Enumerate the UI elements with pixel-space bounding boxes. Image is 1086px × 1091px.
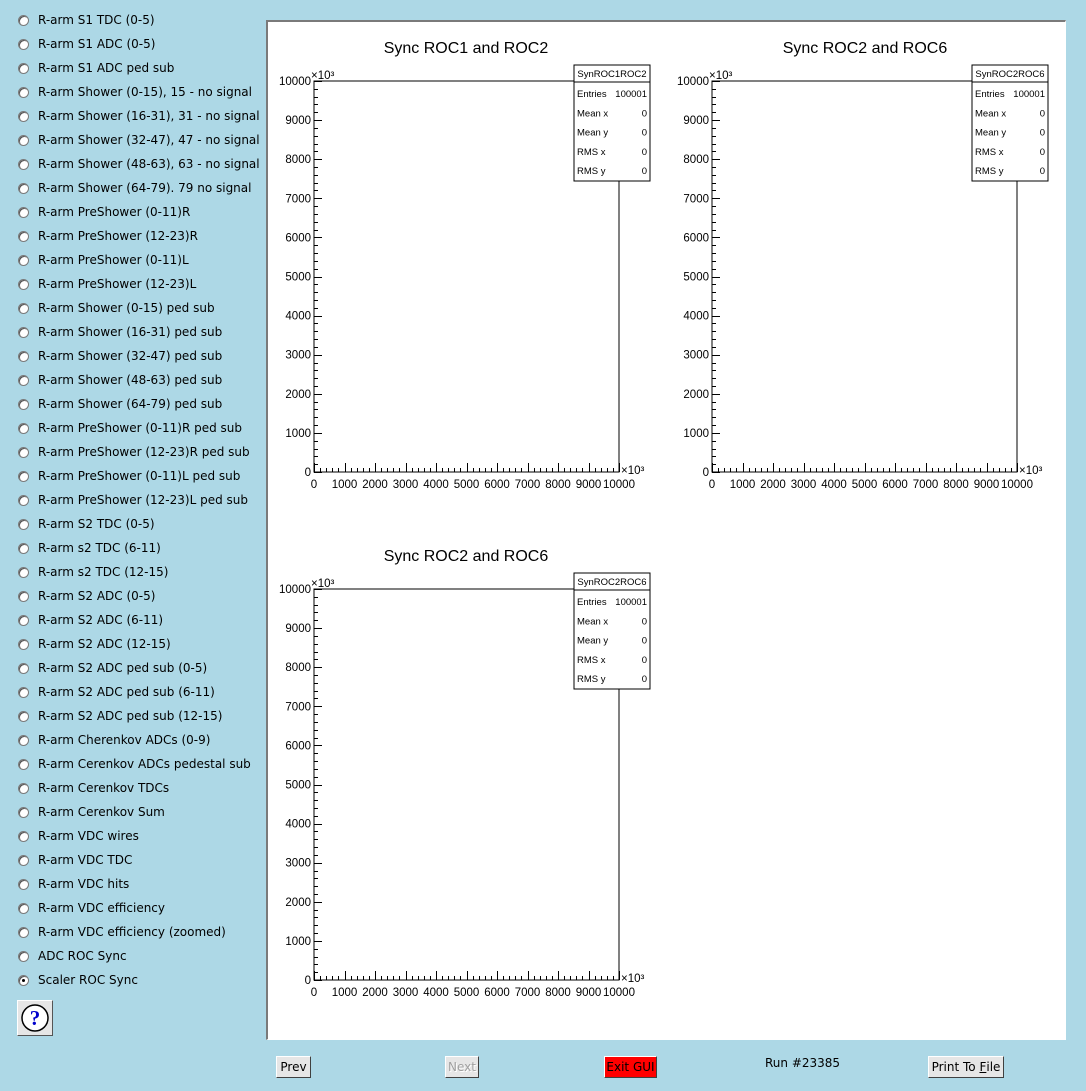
radio-button[interactable] xyxy=(18,327,29,338)
y-tick-label: 5000 xyxy=(285,779,311,792)
radio-label: R-arm S2 ADC ped sub (6-11) xyxy=(38,685,215,699)
radio-item[interactable] xyxy=(18,923,226,941)
radio-button[interactable] xyxy=(18,351,29,362)
x-tick-label: 4000 xyxy=(821,479,847,491)
radio-item[interactable] xyxy=(18,347,222,365)
radio-label: R-arm s2 TDC (12-15) xyxy=(38,565,169,579)
radio-label: R-arm Shower (16-31), 31 - no signal xyxy=(38,109,260,123)
radio-item[interactable] xyxy=(18,275,196,293)
y-tick-label: 4000 xyxy=(285,818,311,831)
plot-canvas-svg xyxy=(268,22,1066,1040)
radio-button[interactable] xyxy=(18,15,29,26)
radio-button[interactable] xyxy=(18,543,29,554)
radio-item[interactable] xyxy=(18,83,252,101)
radio-button[interactable] xyxy=(18,927,29,938)
radio-item[interactable] xyxy=(18,515,155,533)
radio-item[interactable] xyxy=(18,35,155,53)
stats-value: 0 xyxy=(641,674,647,686)
radio-item[interactable] xyxy=(18,755,251,773)
x-tick-label: 0 xyxy=(310,987,318,999)
exit-gui-button[interactable]: Exit GUI xyxy=(604,1056,657,1078)
y-tick-label: 8000 xyxy=(285,662,311,675)
radio-label: R-arm S1 TDC (0-5) xyxy=(38,13,155,27)
y-tick-label: 9000 xyxy=(285,115,311,128)
x-axis-exponent: ×10³ xyxy=(621,465,645,477)
y-tick-label: 7000 xyxy=(285,193,311,206)
x-tick-label: 10000 xyxy=(1001,479,1033,491)
y-tick-label: 2000 xyxy=(683,388,709,401)
x-tick-label: 8000 xyxy=(943,479,969,491)
radio-label: R-arm PreShower (12-23)R ped sub xyxy=(38,445,250,459)
radio-button[interactable] xyxy=(18,519,29,530)
radio-label: R-arm Shower (0-15), 15 - no signal xyxy=(38,85,252,99)
stats-value: 100001 xyxy=(615,597,647,608)
radio-item[interactable] xyxy=(18,299,215,317)
x-axis-exponent: ×10³ xyxy=(621,973,645,985)
radio-button[interactable] xyxy=(18,879,29,890)
radio-label: R-arm PreShower (12-23)R xyxy=(38,229,198,243)
chart-title: Sync ROC1 and ROC2 xyxy=(383,40,549,57)
y-tick-label: 4000 xyxy=(683,310,709,323)
y-tick-label: 6000 xyxy=(683,232,709,245)
y-tick-label: 6000 xyxy=(285,740,311,753)
stats-name: SynROC1ROC2 xyxy=(577,69,647,80)
prev-button[interactable]: Prev xyxy=(276,1056,311,1078)
radio-label: R-arm Shower (48-63) ped sub xyxy=(38,373,223,387)
y-tick-label: 7000 xyxy=(683,193,709,206)
radio-item[interactable] xyxy=(18,899,165,917)
radio-label: R-arm PreShower (0-11)L ped sub xyxy=(38,469,241,483)
radio-label: R-arm PreShower (12-23)L ped sub xyxy=(38,493,248,507)
radio-item[interactable] xyxy=(18,371,222,389)
radio-item[interactable] xyxy=(18,875,129,893)
stats-label: RMS y xyxy=(577,674,606,686)
radio-item[interactable] xyxy=(18,563,168,581)
stats-label: Mean x xyxy=(577,616,609,628)
radio-label: R-arm s2 TDC (6-11) xyxy=(38,541,161,555)
radio-item[interactable] xyxy=(18,707,222,725)
radio-label: R-arm S2 ADC ped sub (12-15) xyxy=(38,709,223,723)
print-to-file-button[interactable] xyxy=(928,1056,1004,1078)
radio-button[interactable] xyxy=(18,855,29,866)
x-tick-label: 1000 xyxy=(331,479,358,491)
x-tick-label: 5000 xyxy=(453,987,480,999)
radio-item[interactable] xyxy=(18,443,250,461)
stats-label: RMS x xyxy=(975,146,1004,158)
radio-item[interactable] xyxy=(18,635,171,653)
radio-label: R-arm VDC TDC xyxy=(38,853,133,867)
stats-label: Entries xyxy=(975,89,1005,100)
radio-label: R-arm VDC efficiency (zoomed) xyxy=(38,925,226,939)
radio-button[interactable] xyxy=(18,447,29,458)
y-tick-label: 0 xyxy=(304,975,311,987)
radio-button[interactable] xyxy=(18,39,29,50)
radio-label: R-arm PreShower (0-11)L xyxy=(38,253,189,267)
run-number-label: Run #23385 xyxy=(765,1056,841,1070)
y-tick-label: 6000 xyxy=(285,232,311,245)
y-tick-label: 10000 xyxy=(279,584,311,596)
stats-label: RMS x xyxy=(577,146,606,158)
y-tick-label: 10000 xyxy=(677,76,709,88)
stats-value: 0 xyxy=(641,654,647,666)
radio-label: ADC ROC Sync xyxy=(38,949,127,963)
plot-frame xyxy=(314,81,619,472)
x-tick-label: 4000 xyxy=(423,479,449,491)
radio-button[interactable] xyxy=(18,711,29,722)
x-tick-label: 2000 xyxy=(362,987,388,999)
chart-title: Sync ROC2 and ROC6 xyxy=(383,548,549,565)
radio-item[interactable] xyxy=(18,179,251,197)
stats-value: 0 xyxy=(641,616,647,628)
radio-label: R-arm VDC efficiency xyxy=(38,901,166,915)
radio-button[interactable] xyxy=(18,63,29,74)
radio-label: R-arm S2 TDC (0-5) xyxy=(38,517,155,531)
radio-button[interactable] xyxy=(18,783,29,794)
radio-button[interactable] xyxy=(18,567,29,578)
radio-button[interactable] xyxy=(18,735,29,746)
radio-button[interactable] xyxy=(18,759,29,770)
radio-label: R-arm VDC hits xyxy=(38,877,130,891)
radio-button[interactable] xyxy=(18,111,29,122)
stats-value: 0 xyxy=(1039,166,1045,178)
radio-button[interactable] xyxy=(18,495,29,506)
radio-item[interactable] xyxy=(18,803,165,821)
radio-label: Scaler ROC Sync xyxy=(38,973,138,987)
radio-label: R-arm Shower (64-79). 79 no signal xyxy=(38,181,252,195)
radio-label: R-arm Shower (64-79) ped sub xyxy=(38,397,223,411)
chart-title: Sync ROC2 and ROC6 xyxy=(782,40,948,57)
radio-button-checked[interactable] xyxy=(18,975,29,986)
radio-button[interactable] xyxy=(18,279,29,290)
radio-item[interactable] xyxy=(18,851,132,869)
radio-item[interactable] xyxy=(18,947,127,965)
stats-name: SynROC2ROC6 xyxy=(975,69,1045,80)
y-tick-label: 4000 xyxy=(285,310,311,323)
radio-button[interactable] xyxy=(18,375,29,386)
stats-value: 0 xyxy=(641,166,647,178)
radio-label: R-arm S2 ADC (12-15) xyxy=(38,637,171,651)
radio-label: R-arm Shower (0-15) ped sub xyxy=(38,301,215,315)
y-tick-label: 3000 xyxy=(285,349,311,362)
y-tick-label: 3000 xyxy=(285,857,311,870)
radio-label: R-arm S1 ADC ped sub xyxy=(38,61,175,75)
x-tick-label: 9000 xyxy=(973,479,1000,491)
radio-button[interactable] xyxy=(18,207,29,218)
radio-item[interactable] xyxy=(18,251,189,269)
stats-label: Mean y xyxy=(577,127,609,139)
radio-item[interactable] xyxy=(18,467,240,485)
stats-value: 0 xyxy=(641,108,647,120)
stats-label: Entries xyxy=(577,597,607,608)
radio-button[interactable] xyxy=(18,615,29,626)
stats-label: Mean y xyxy=(577,635,609,647)
y-tick-label: 10000 xyxy=(279,76,311,88)
print-label-post: ile xyxy=(986,1060,1001,1074)
stats-label: RMS y xyxy=(975,166,1004,178)
y-tick-label: 2000 xyxy=(285,388,311,401)
radio-label: R-arm Cherenkov ADCs (0-9) xyxy=(38,733,211,747)
radio-item[interactable] xyxy=(18,419,242,437)
y-axis-exponent: ×10³ xyxy=(709,70,733,82)
y-tick-label: 9000 xyxy=(285,623,311,636)
radio-button[interactable] xyxy=(18,831,29,842)
radio-button[interactable] xyxy=(18,807,29,818)
y-tick-label: 2000 xyxy=(285,896,311,909)
stats-value: 0 xyxy=(1039,146,1045,158)
x-tick-label: 4000 xyxy=(423,987,449,999)
y-axis-exponent: ×10³ xyxy=(311,578,335,590)
question-mark-icon xyxy=(20,1003,50,1033)
x-tick-label: 5000 xyxy=(453,479,480,491)
radio-button[interactable] xyxy=(18,639,29,650)
radio-button[interactable] xyxy=(18,591,29,602)
x-tick-label: 7000 xyxy=(514,987,541,999)
radio-item[interactable] xyxy=(18,971,138,989)
radio-button[interactable] xyxy=(18,231,29,242)
stats-label: Mean x xyxy=(577,108,609,120)
stats-name: SynROC2ROC6 xyxy=(577,577,647,588)
radio-item[interactable] xyxy=(18,827,139,845)
x-tick-label: 2000 xyxy=(760,479,786,491)
y-tick-label: 8000 xyxy=(683,154,709,167)
svg-text:?: ? xyxy=(29,1006,41,1030)
plot-frame xyxy=(712,81,1017,472)
x-tick-label: 5000 xyxy=(851,479,878,491)
x-tick-label: 0 xyxy=(310,479,318,491)
y-tick-label: 7000 xyxy=(285,701,311,714)
x-tick-label: 3000 xyxy=(392,479,419,491)
radio-button[interactable] xyxy=(18,399,29,410)
x-tick-label: 6000 xyxy=(484,479,510,491)
radio-label: R-arm Cerenkov Sum xyxy=(38,805,165,819)
radio-button[interactable] xyxy=(18,471,29,482)
radio-label: R-arm S2 ADC (0-5) xyxy=(38,589,156,603)
x-tick-label: 7000 xyxy=(912,479,939,491)
radio-item[interactable] xyxy=(18,131,260,149)
y-tick-label: 0 xyxy=(304,467,311,479)
y-tick-label: 3000 xyxy=(683,349,709,362)
radio-item[interactable] xyxy=(18,587,155,605)
radio-label: R-arm S1 ADC (0-5) xyxy=(38,37,156,51)
radio-button[interactable] xyxy=(18,303,29,314)
x-tick-label: 9000 xyxy=(575,479,602,491)
radio-label: R-arm S2 ADC (6-11) xyxy=(38,613,164,627)
print-label-hotkey: F xyxy=(979,1060,987,1074)
radio-button[interactable] xyxy=(18,159,29,170)
radio-label: R-arm Shower (48-63), 63 - no signal xyxy=(38,157,260,171)
stats-label: Mean y xyxy=(975,127,1007,139)
radio-button[interactable] xyxy=(18,663,29,674)
radio-item[interactable] xyxy=(18,683,215,701)
next-button[interactable]: Next xyxy=(445,1056,479,1078)
stats-value: 0 xyxy=(641,146,647,158)
radio-item[interactable] xyxy=(18,107,260,125)
stats-value: 0 xyxy=(1039,127,1045,139)
stats-label: RMS y xyxy=(577,166,606,178)
stats-label: Entries xyxy=(577,89,607,100)
y-tick-label: 8000 xyxy=(285,154,311,167)
radio-button[interactable] xyxy=(18,903,29,914)
stats-label: Mean x xyxy=(975,108,1007,120)
stats-value: 100001 xyxy=(615,89,647,100)
radio-label: R-arm VDC wires xyxy=(38,829,139,843)
y-tick-label: 0 xyxy=(702,467,709,479)
radio-item[interactable] xyxy=(18,539,161,557)
radio-item[interactable] xyxy=(18,323,222,341)
y-tick-label: 5000 xyxy=(683,271,709,284)
stats-value: 0 xyxy=(641,127,647,139)
x-tick-label: 9000 xyxy=(575,987,602,999)
x-tick-label: 6000 xyxy=(882,479,908,491)
help-button[interactable] xyxy=(17,1000,53,1036)
radio-label: R-arm PreShower (12-23)L xyxy=(38,277,197,291)
x-tick-label: 7000 xyxy=(514,479,541,491)
radio-label: R-arm PreShower (0-11)R ped sub xyxy=(38,421,243,435)
x-tick-label: 3000 xyxy=(392,987,419,999)
radio-button[interactable] xyxy=(18,255,29,266)
radio-item[interactable] xyxy=(18,11,155,29)
x-tick-label: 3000 xyxy=(790,479,817,491)
radio-item[interactable] xyxy=(18,731,210,749)
stats-label: RMS x xyxy=(577,654,606,666)
x-tick-label: 6000 xyxy=(484,987,510,999)
print-label-pre: Print To xyxy=(931,1060,980,1074)
radio-button[interactable] xyxy=(18,87,29,98)
radio-label: R-arm Shower (32-47), 47 - no signal xyxy=(38,133,260,147)
radio-item[interactable] xyxy=(18,155,260,173)
stats-value: 100001 xyxy=(1013,89,1045,100)
radio-item[interactable] xyxy=(18,779,169,797)
radio-item[interactable] xyxy=(18,59,174,77)
y-tick-label: 5000 xyxy=(285,271,311,284)
x-tick-label: 8000 xyxy=(545,479,571,491)
x-tick-label: 1000 xyxy=(729,479,756,491)
y-tick-label: 1000 xyxy=(285,935,311,948)
x-axis-exponent: ×10³ xyxy=(1019,465,1043,477)
radio-item[interactable] xyxy=(18,611,163,629)
radio-label: R-arm Cerenkov ADCs pedestal sub xyxy=(38,757,251,771)
radio-label: R-arm PreShower (0-11)R xyxy=(38,205,191,219)
radio-button[interactable] xyxy=(18,135,29,146)
radio-item[interactable] xyxy=(18,491,248,509)
y-axis-exponent: ×10³ xyxy=(311,70,335,82)
x-tick-label: 10000 xyxy=(603,987,635,999)
plot-canvas[interactable] xyxy=(266,20,1066,1040)
radio-button[interactable] xyxy=(18,183,29,194)
x-tick-label: 10000 xyxy=(603,479,635,491)
radio-item[interactable] xyxy=(18,659,207,677)
x-tick-label: 2000 xyxy=(362,479,388,491)
x-tick-label: 8000 xyxy=(545,987,571,999)
plot-frame xyxy=(314,589,619,980)
radio-label: R-arm S2 ADC ped sub (0-5) xyxy=(38,661,208,675)
radio-label: R-arm Cerenkov TDCs xyxy=(38,781,170,795)
y-tick-label: 9000 xyxy=(683,115,709,128)
radio-item[interactable] xyxy=(18,395,222,413)
y-tick-label: 1000 xyxy=(285,427,311,440)
radio-button[interactable] xyxy=(18,423,29,434)
stats-value: 0 xyxy=(641,635,647,647)
radio-label: R-arm Shower (16-31) ped sub xyxy=(38,325,223,339)
radio-button[interactable] xyxy=(18,687,29,698)
radio-item[interactable] xyxy=(18,227,198,245)
y-tick-label: 1000 xyxy=(683,427,709,440)
x-tick-label: 0 xyxy=(708,479,716,491)
radio-label: R-arm Shower (32-47) ped sub xyxy=(38,349,223,363)
x-tick-label: 1000 xyxy=(331,987,358,999)
stats-value: 0 xyxy=(1039,108,1045,120)
radio-item[interactable] xyxy=(18,203,190,221)
radio-button[interactable] xyxy=(18,951,29,962)
